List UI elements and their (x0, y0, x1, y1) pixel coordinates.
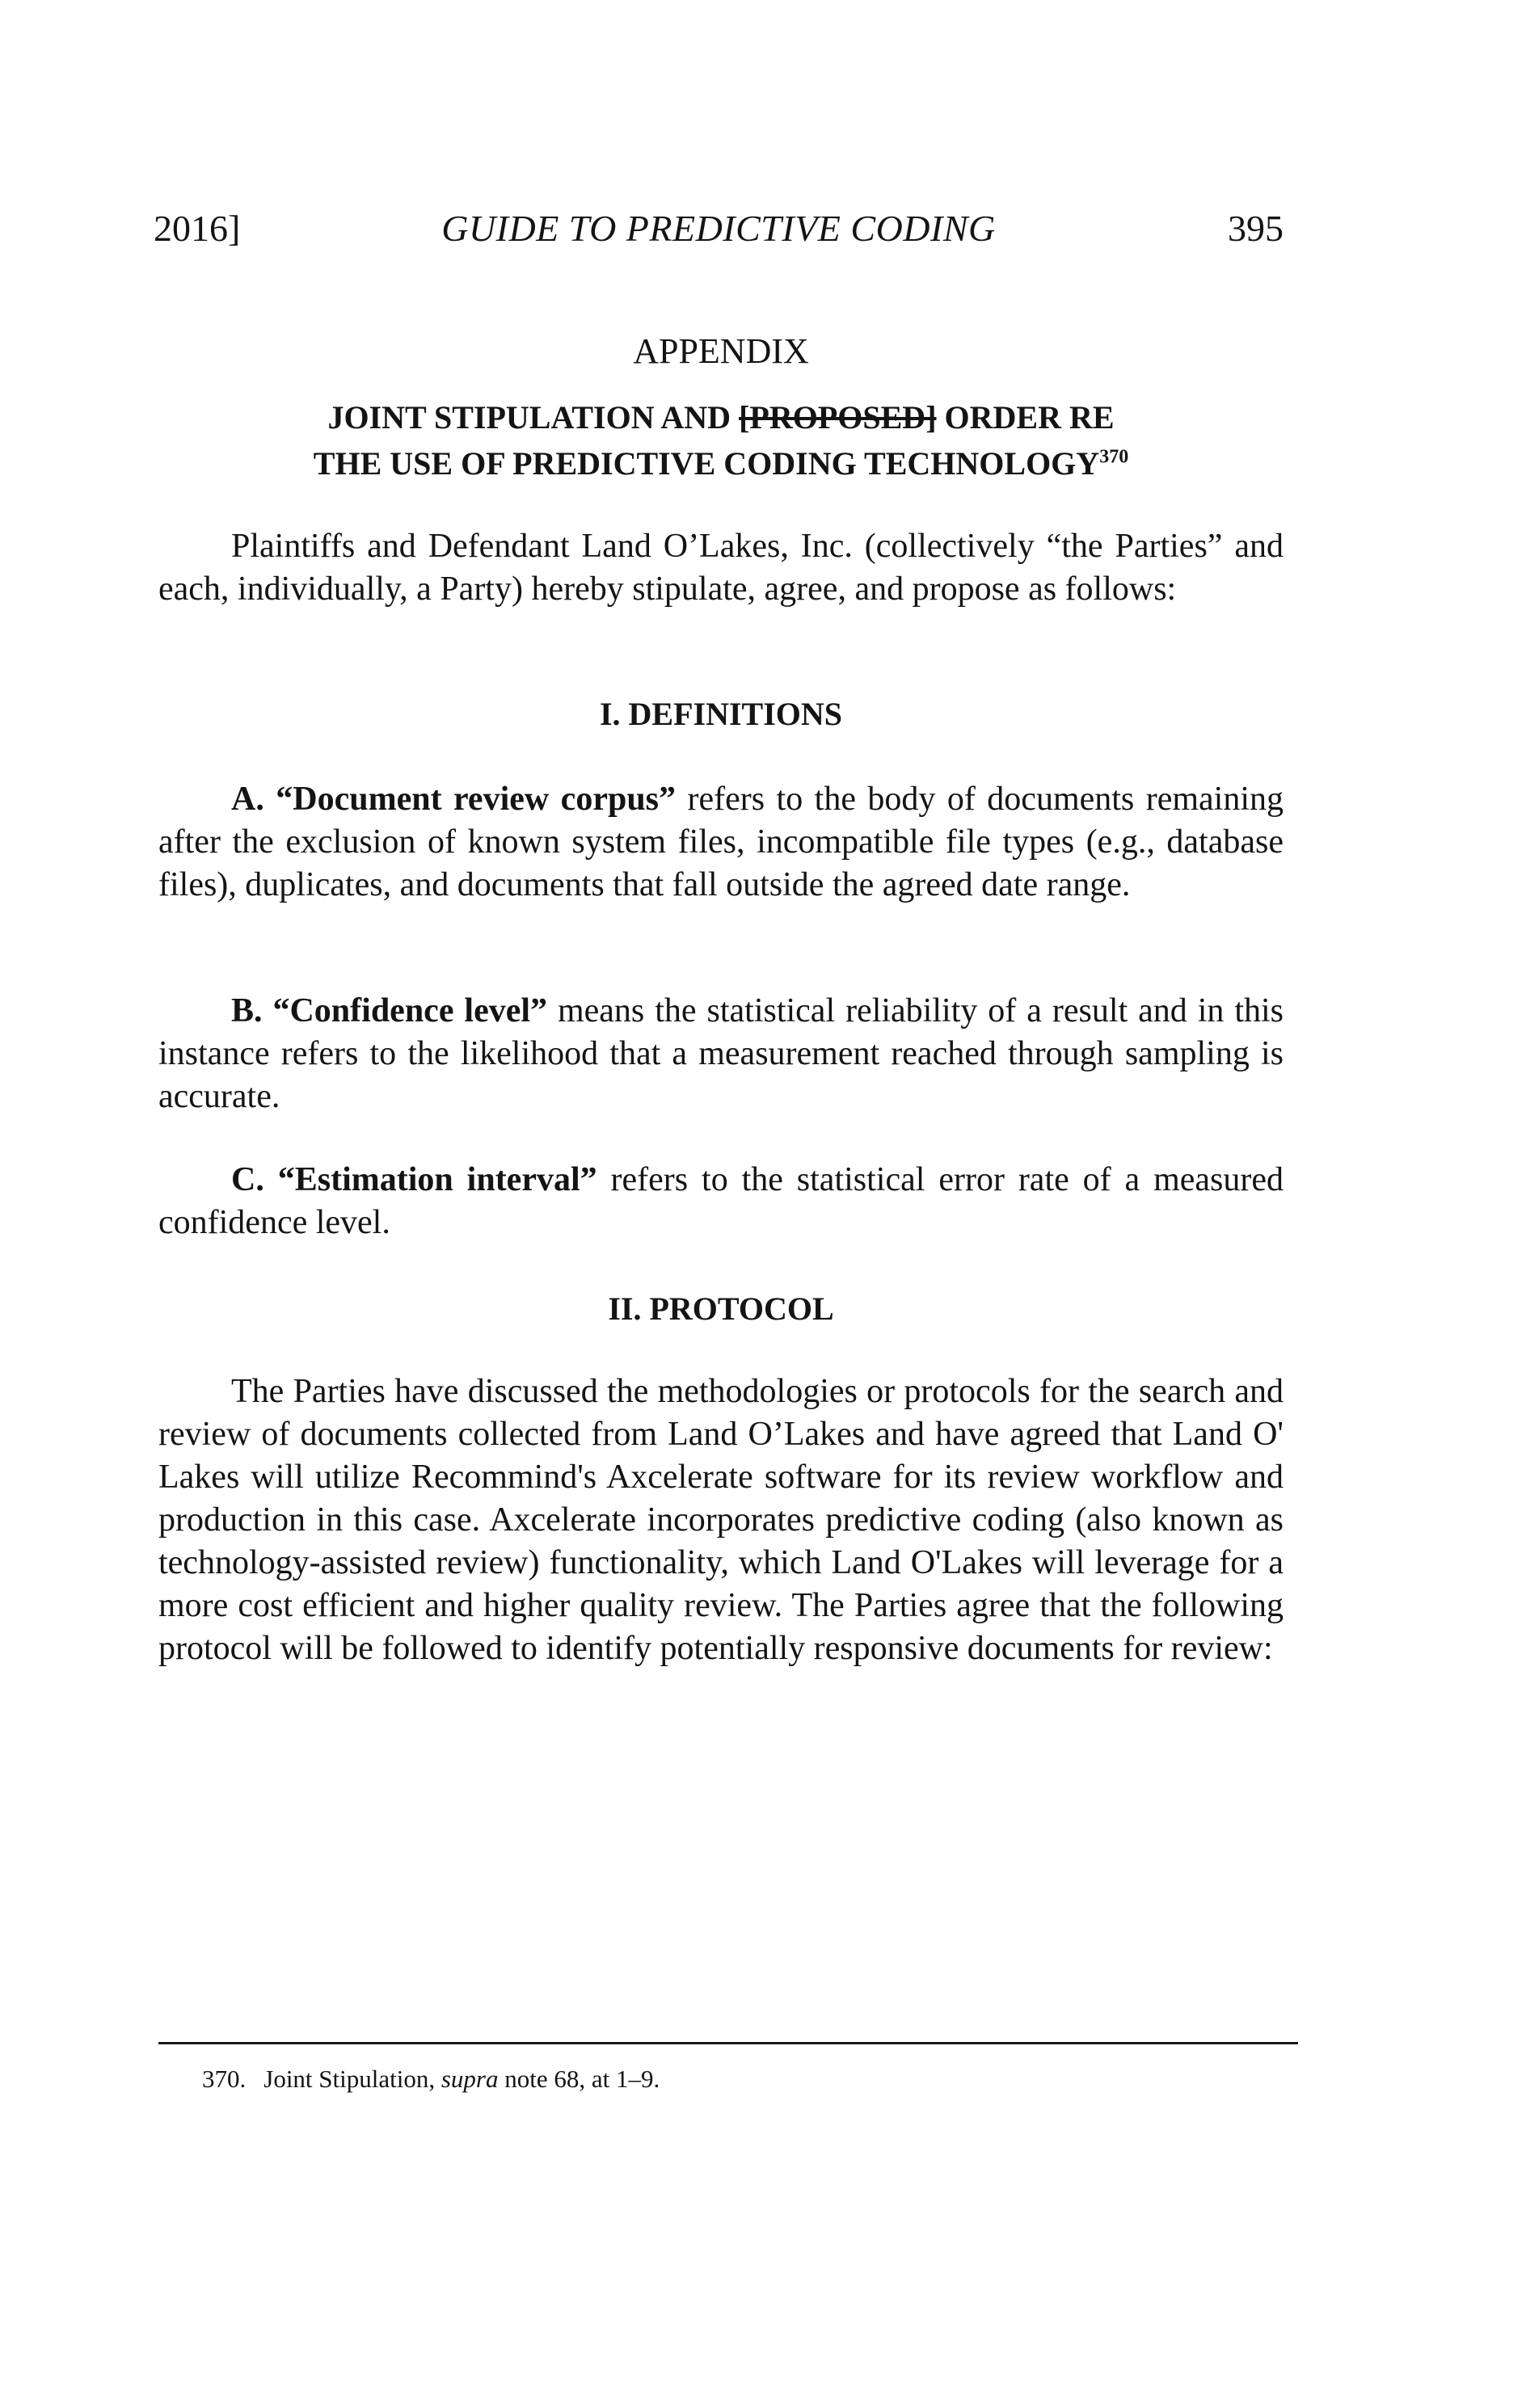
running-head (154, 200, 1284, 257)
title-line-2 (158, 440, 1284, 486)
protocol-paragraph (158, 1370, 1284, 1670)
section-heading-protocol: II. PROTOCOL (608, 1290, 834, 1327)
intro-paragraph (158, 525, 1284, 611)
definition-c (158, 1159, 1284, 1244)
title-line-1-suffix: ORDER RE (936, 399, 1115, 436)
definition-term: “Estimation interval” (277, 1161, 597, 1198)
document-title (158, 394, 1284, 486)
definition-text: refers to the statistical error rate of a measured confidence level. (158, 1161, 1284, 1241)
definition-a (158, 778, 1284, 907)
volume-year: 2016] (154, 208, 241, 249)
title-line-1-prefix: JOINT STIPULATION AND (327, 399, 740, 436)
footnote-italic: supra (441, 2065, 499, 2093)
title-line-1 (158, 394, 1284, 440)
definition-letter: C. (231, 1161, 264, 1198)
page-number: 395 (1228, 208, 1284, 249)
definition-term: “Document review corpus” (276, 781, 677, 818)
definition-text: refers to the body of documents remaining after the exclusion of known system files, incompatible file types (e.g., database files), duplicates, and documents that fall outside the agreed date range. (158, 781, 1284, 903)
title-struck-word: [PROPOSED] (739, 399, 937, 436)
footnote-reference: 370 (1099, 446, 1129, 468)
running-title: GUIDE TO PREDICTIVE CODING (441, 208, 996, 249)
intro-text: Plaintiffs and Defendant Land O’Lakes, Inc. (collectively “the Parties” and each, individually, a Party) hereby stipulate, agree, and propose as follows: (158, 528, 1284, 608)
definition-text: means the statistical reliability of a result and in this instance refers to the likelihood that a measurement reached through sampling is accurate. (158, 992, 1284, 1115)
definition-b (158, 990, 1284, 1118)
title-line-2-text: THE USE OF PREDICTIVE CODING TECHNOLOGY (313, 445, 1100, 482)
protocol-text: The Parties have discussed the methodologies or protocols for the search and review of documents collected from Land O’Lakes and have agreed that Land O' Lakes will utilize Recommind's Axcelerate software for its review workflow and production in this case. Axcelerate incorporates predictive coding (also known as technology-assisted review) functionality, which Land O'Lakes will leverage for a more cost efficient and higher quality review. The Parties agree that the following protocol will be followed to identify potentially responsive documents for review: (158, 1373, 1284, 1667)
appendix-label: APPENDIX (633, 331, 809, 371)
footnote-text-suffix: note 68, at 1–9. (498, 2065, 660, 2093)
footnote (202, 2062, 660, 2096)
definition-term: “Confidence level” (272, 992, 548, 1029)
section-heading-definitions: I. DEFINITIONS (599, 696, 843, 732)
footnote-number: 370. (202, 2065, 247, 2093)
footnote-divider (158, 2042, 1298, 2044)
footnote-text-prefix: Joint Stipulation, (263, 2065, 441, 2093)
definition-letter: A. (231, 781, 264, 818)
definition-letter: B. (231, 992, 263, 1029)
